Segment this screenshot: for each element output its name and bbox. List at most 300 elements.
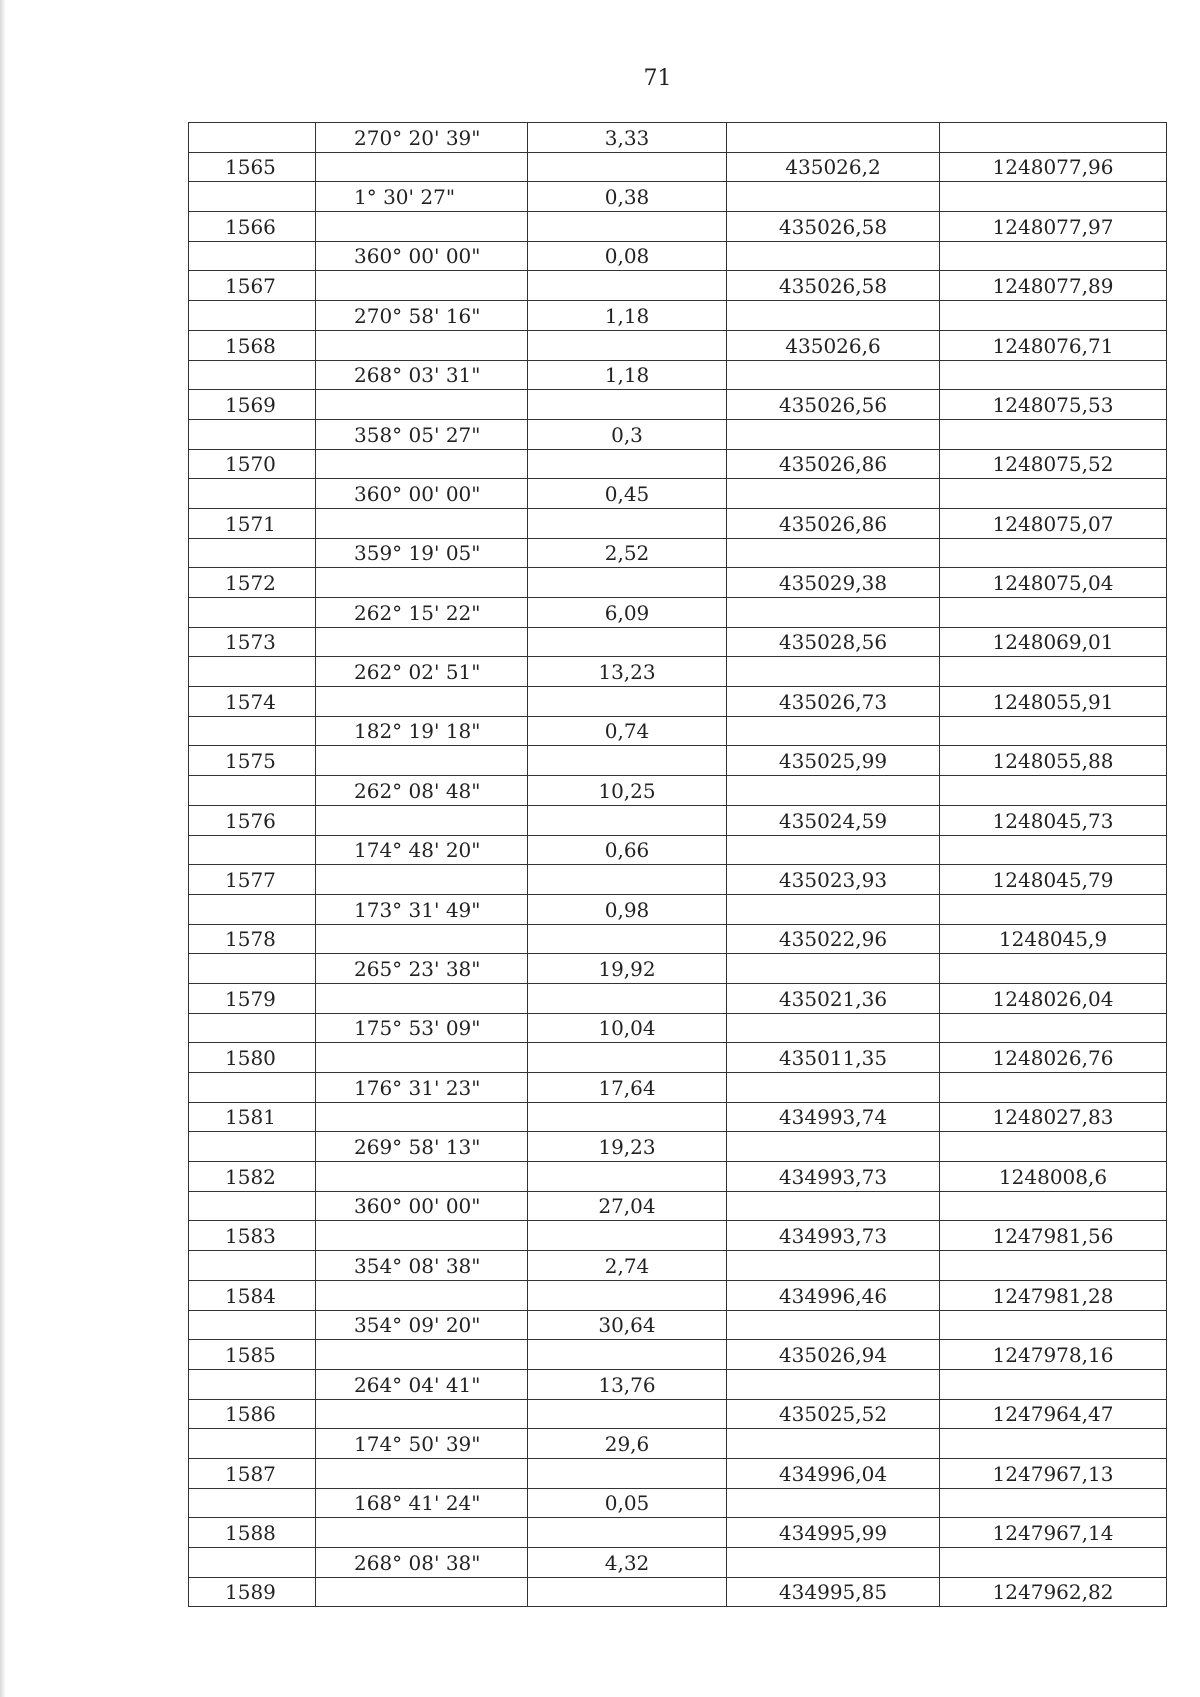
- table-row: [189, 241, 1167, 271]
- y-coordinate-cell: 1248026,04: [940, 983, 1167, 1013]
- direction-angle-cell: 176° 31' 23": [316, 1073, 528, 1103]
- direction-angle-cell: 354° 08' 38": [316, 1251, 528, 1281]
- y-coordinate-cell: [940, 1429, 1167, 1459]
- table-row: [189, 212, 1167, 242]
- distance-cell: 6,09: [528, 598, 727, 628]
- point-number-cell: 1582: [189, 1162, 316, 1192]
- point-number-cell: 1586: [189, 1399, 316, 1429]
- y-coordinate-cell: 1248027,83: [940, 1102, 1167, 1132]
- y-coordinate-cell: 1248075,53: [940, 390, 1167, 420]
- table-row: [189, 657, 1167, 687]
- distance-cell: 0,08: [528, 241, 727, 271]
- table-row: [189, 271, 1167, 301]
- y-coordinate-cell: 1248045,9: [940, 924, 1167, 954]
- table-row: [189, 1310, 1167, 1340]
- x-coordinate-cell: 435025,52: [727, 1399, 940, 1429]
- x-coordinate-cell: [727, 301, 940, 331]
- point-number-cell: [189, 1191, 316, 1221]
- x-coordinate-cell: [727, 598, 940, 628]
- x-coordinate-cell: [727, 716, 940, 746]
- distance-cell: 0,3: [528, 419, 727, 449]
- coordinates-table: [188, 122, 1167, 1607]
- x-coordinate-cell: [727, 182, 940, 212]
- direction-angle-cell: 270° 20' 39": [316, 123, 528, 153]
- direction-angle-cell: 1° 30' 27": [316, 182, 528, 212]
- distance-cell: [528, 983, 727, 1013]
- table-row: [189, 1548, 1167, 1578]
- point-number-cell: 1567: [189, 271, 316, 301]
- table-row: [189, 983, 1167, 1013]
- distance-cell: [528, 627, 727, 657]
- table-row: [189, 687, 1167, 717]
- x-coordinate-cell: 435026,86: [727, 449, 940, 479]
- direction-angle-cell: [316, 271, 528, 301]
- scan-edge-shadow: [0, 0, 6, 1697]
- direction-angle-cell: [316, 1458, 528, 1488]
- point-number-cell: [189, 1548, 316, 1578]
- x-coordinate-cell: 435029,38: [727, 568, 940, 598]
- direction-angle-cell: [316, 924, 528, 954]
- point-number-cell: [189, 1488, 316, 1518]
- y-coordinate-cell: [940, 776, 1167, 806]
- table-row: [189, 1577, 1167, 1607]
- x-coordinate-cell: [727, 419, 940, 449]
- point-number-cell: [189, 1251, 316, 1281]
- point-number-cell: [189, 598, 316, 628]
- table-row: [189, 1280, 1167, 1310]
- y-coordinate-cell: 1247962,82: [940, 1577, 1167, 1607]
- x-coordinate-cell: [727, 1488, 940, 1518]
- point-number-cell: [189, 1013, 316, 1043]
- direction-angle-cell: 360° 00' 00": [316, 479, 528, 509]
- distance-cell: 0,38: [528, 182, 727, 212]
- distance-cell: 10,25: [528, 776, 727, 806]
- table-row: [189, 1191, 1167, 1221]
- y-coordinate-cell: [940, 360, 1167, 390]
- direction-angle-cell: 360° 00' 00": [316, 1191, 528, 1221]
- page-number: 71: [643, 66, 672, 91]
- direction-angle-cell: 174° 50' 39": [316, 1429, 528, 1459]
- direction-angle-cell: 174° 48' 20": [316, 835, 528, 865]
- point-number-cell: [189, 716, 316, 746]
- table-row: [189, 1251, 1167, 1281]
- x-coordinate-cell: [727, 1369, 940, 1399]
- x-coordinate-cell: [727, 241, 940, 271]
- distance-cell: [528, 865, 727, 895]
- table-row: [189, 1102, 1167, 1132]
- point-number-cell: [189, 241, 316, 271]
- x-coordinate-cell: 435026,94: [727, 1340, 940, 1370]
- point-number-cell: [189, 1369, 316, 1399]
- table-row: [189, 1429, 1167, 1459]
- table-row: [189, 330, 1167, 360]
- y-coordinate-cell: 1247967,13: [940, 1458, 1167, 1488]
- table-row: [189, 479, 1167, 509]
- x-coordinate-cell: 434993,73: [727, 1162, 940, 1192]
- table-row: [189, 1369, 1167, 1399]
- distance-cell: [528, 1577, 727, 1607]
- x-coordinate-cell: [727, 123, 940, 153]
- point-number-cell: [189, 835, 316, 865]
- y-coordinate-cell: 1248075,52: [940, 449, 1167, 479]
- table-row: [189, 1132, 1167, 1162]
- table-row: [189, 598, 1167, 628]
- x-coordinate-cell: 435025,99: [727, 746, 940, 776]
- x-coordinate-cell: 435026,73: [727, 687, 940, 717]
- y-coordinate-cell: [940, 123, 1167, 153]
- distance-cell: [528, 1102, 727, 1132]
- y-coordinate-cell: [940, 538, 1167, 568]
- direction-angle-cell: [316, 1399, 528, 1429]
- coordinates-table-body: [189, 123, 1167, 1607]
- y-coordinate-cell: 1248026,76: [940, 1043, 1167, 1073]
- table-row: [189, 301, 1167, 331]
- x-coordinate-cell: 434993,74: [727, 1102, 940, 1132]
- x-coordinate-cell: 434993,73: [727, 1221, 940, 1251]
- table-row: [189, 1073, 1167, 1103]
- distance-cell: 30,64: [528, 1310, 727, 1340]
- distance-cell: 0,98: [528, 894, 727, 924]
- direction-angle-cell: [316, 1518, 528, 1548]
- point-number-cell: 1575: [189, 746, 316, 776]
- x-coordinate-cell: [727, 954, 940, 984]
- table-row: [189, 835, 1167, 865]
- direction-angle-cell: 354° 09' 20": [316, 1310, 528, 1340]
- direction-angle-cell: 359° 19' 05": [316, 538, 528, 568]
- table-row: [189, 508, 1167, 538]
- y-coordinate-cell: 1248077,97: [940, 212, 1167, 242]
- point-number-cell: [189, 479, 316, 509]
- distance-cell: 2,52: [528, 538, 727, 568]
- point-number-cell: [189, 1310, 316, 1340]
- x-coordinate-cell: 435026,6: [727, 330, 940, 360]
- distance-cell: 13,76: [528, 1369, 727, 1399]
- distance-cell: [528, 1221, 727, 1251]
- y-coordinate-cell: [940, 716, 1167, 746]
- point-number-cell: 1576: [189, 805, 316, 835]
- distance-cell: [528, 746, 727, 776]
- x-coordinate-cell: 434996,46: [727, 1280, 940, 1310]
- point-number-cell: [189, 301, 316, 331]
- point-number-cell: 1580: [189, 1043, 316, 1073]
- x-coordinate-cell: 435011,35: [727, 1043, 940, 1073]
- table-row: [189, 865, 1167, 895]
- point-number-cell: [189, 182, 316, 212]
- point-number-cell: [189, 1132, 316, 1162]
- x-coordinate-cell: 434995,99: [727, 1518, 940, 1548]
- y-coordinate-cell: [940, 1488, 1167, 1518]
- distance-cell: [528, 1399, 727, 1429]
- y-coordinate-cell: 1248069,01: [940, 627, 1167, 657]
- y-coordinate-cell: [940, 894, 1167, 924]
- distance-cell: [528, 687, 727, 717]
- y-coordinate-cell: 1248075,07: [940, 508, 1167, 538]
- direction-angle-cell: 360° 00' 00": [316, 241, 528, 271]
- direction-angle-cell: 262° 02' 51": [316, 657, 528, 687]
- point-number-cell: 1565: [189, 152, 316, 182]
- y-coordinate-cell: 1248045,79: [940, 865, 1167, 895]
- table-row: [189, 746, 1167, 776]
- x-coordinate-cell: 435028,56: [727, 627, 940, 657]
- point-number-cell: 1572: [189, 568, 316, 598]
- distance-cell: 19,92: [528, 954, 727, 984]
- table-row: [189, 776, 1167, 806]
- point-number-cell: 1577: [189, 865, 316, 895]
- table-row: [189, 1221, 1167, 1251]
- y-coordinate-cell: 1247981,28: [940, 1280, 1167, 1310]
- point-number-cell: [189, 123, 316, 153]
- point-number-cell: 1584: [189, 1280, 316, 1310]
- point-number-cell: [189, 1073, 316, 1103]
- x-coordinate-cell: [727, 1429, 940, 1459]
- point-number-cell: 1569: [189, 390, 316, 420]
- y-coordinate-cell: [940, 419, 1167, 449]
- direction-angle-cell: 268° 03' 31": [316, 360, 528, 390]
- table-row: [189, 182, 1167, 212]
- distance-cell: 0,45: [528, 479, 727, 509]
- distance-cell: [528, 1518, 727, 1548]
- distance-cell: [528, 449, 727, 479]
- table-row: [189, 152, 1167, 182]
- direction-angle-cell: [316, 627, 528, 657]
- point-number-cell: 1589: [189, 1577, 316, 1607]
- table-row: [189, 390, 1167, 420]
- distance-cell: 13,23: [528, 657, 727, 687]
- x-coordinate-cell: [727, 538, 940, 568]
- point-number-cell: [189, 1429, 316, 1459]
- distance-cell: 2,74: [528, 1251, 727, 1281]
- direction-angle-cell: 173° 31' 49": [316, 894, 528, 924]
- distance-cell: 17,64: [528, 1073, 727, 1103]
- direction-angle-cell: 270° 58' 16": [316, 301, 528, 331]
- point-number-cell: [189, 657, 316, 687]
- table-row: [189, 1488, 1167, 1518]
- x-coordinate-cell: 435026,56: [727, 390, 940, 420]
- y-coordinate-cell: [940, 1548, 1167, 1578]
- x-coordinate-cell: 435022,96: [727, 924, 940, 954]
- distance-cell: [528, 1458, 727, 1488]
- y-coordinate-cell: 1248077,89: [940, 271, 1167, 301]
- point-number-cell: 1566: [189, 212, 316, 242]
- x-coordinate-cell: [727, 1013, 940, 1043]
- point-number-cell: [189, 776, 316, 806]
- x-coordinate-cell: [727, 360, 940, 390]
- distance-cell: [528, 390, 727, 420]
- x-coordinate-cell: 434996,04: [727, 1458, 940, 1488]
- table-row: [189, 954, 1167, 984]
- x-coordinate-cell: 435026,86: [727, 508, 940, 538]
- y-coordinate-cell: [940, 657, 1167, 687]
- distance-cell: [528, 212, 727, 242]
- table-row: [189, 1340, 1167, 1370]
- table-row: [189, 360, 1167, 390]
- direction-angle-cell: [316, 390, 528, 420]
- x-coordinate-cell: 435026,2: [727, 152, 940, 182]
- y-coordinate-cell: [940, 241, 1167, 271]
- distance-cell: 1,18: [528, 301, 727, 331]
- direction-angle-cell: [316, 1162, 528, 1192]
- point-number-cell: 1587: [189, 1458, 316, 1488]
- x-coordinate-cell: 434995,85: [727, 1577, 940, 1607]
- x-coordinate-cell: 435024,59: [727, 805, 940, 835]
- distance-cell: 3,33: [528, 123, 727, 153]
- y-coordinate-cell: [940, 598, 1167, 628]
- y-coordinate-cell: [940, 301, 1167, 331]
- distance-cell: 27,04: [528, 1191, 727, 1221]
- y-coordinate-cell: [940, 1013, 1167, 1043]
- direction-angle-cell: 168° 41' 24": [316, 1488, 528, 1518]
- distance-cell: [528, 924, 727, 954]
- direction-angle-cell: 268° 08' 38": [316, 1548, 528, 1578]
- point-number-cell: [189, 894, 316, 924]
- direction-angle-cell: [316, 330, 528, 360]
- distance-cell: [528, 1043, 727, 1073]
- table-row: [189, 449, 1167, 479]
- y-coordinate-cell: [940, 1310, 1167, 1340]
- point-number-cell: 1574: [189, 687, 316, 717]
- x-coordinate-cell: [727, 657, 940, 687]
- x-coordinate-cell: [727, 835, 940, 865]
- point-number-cell: 1579: [189, 983, 316, 1013]
- point-number-cell: 1578: [189, 924, 316, 954]
- distance-cell: [528, 508, 727, 538]
- y-coordinate-cell: [940, 954, 1167, 984]
- y-coordinate-cell: [940, 182, 1167, 212]
- distance-cell: [528, 152, 727, 182]
- x-coordinate-cell: [727, 894, 940, 924]
- direction-angle-cell: [316, 865, 528, 895]
- x-coordinate-cell: 435023,93: [727, 865, 940, 895]
- y-coordinate-cell: [940, 1132, 1167, 1162]
- distance-cell: [528, 1280, 727, 1310]
- table-row: [189, 716, 1167, 746]
- point-number-cell: 1583: [189, 1221, 316, 1251]
- distance-cell: [528, 330, 727, 360]
- table-row: [189, 924, 1167, 954]
- direction-angle-cell: [316, 746, 528, 776]
- direction-angle-cell: [316, 1221, 528, 1251]
- direction-angle-cell: [316, 1102, 528, 1132]
- direction-angle-cell: 265° 23' 38": [316, 954, 528, 984]
- direction-angle-cell: 269° 58' 13": [316, 1132, 528, 1162]
- y-coordinate-cell: 1247981,56: [940, 1221, 1167, 1251]
- table-row: [189, 1162, 1167, 1192]
- x-coordinate-cell: [727, 776, 940, 806]
- direction-angle-cell: [316, 568, 528, 598]
- distance-cell: 29,6: [528, 1429, 727, 1459]
- direction-angle-cell: 264° 04' 41": [316, 1369, 528, 1399]
- y-coordinate-cell: 1248055,88: [940, 746, 1167, 776]
- table-row: [189, 419, 1167, 449]
- point-number-cell: 1571: [189, 508, 316, 538]
- table-row: [189, 1518, 1167, 1548]
- distance-cell: [528, 805, 727, 835]
- direction-angle-cell: [316, 1280, 528, 1310]
- x-coordinate-cell: 435026,58: [727, 271, 940, 301]
- direction-angle-cell: [316, 1340, 528, 1370]
- direction-angle-cell: 175° 53' 09": [316, 1013, 528, 1043]
- direction-angle-cell: 182° 19' 18": [316, 716, 528, 746]
- distance-cell: [528, 271, 727, 301]
- table-row: [189, 1043, 1167, 1073]
- point-number-cell: 1570: [189, 449, 316, 479]
- point-number-cell: 1573: [189, 627, 316, 657]
- point-number-cell: 1581: [189, 1102, 316, 1132]
- y-coordinate-cell: [940, 835, 1167, 865]
- point-number-cell: [189, 360, 316, 390]
- table-row: [189, 894, 1167, 924]
- distance-cell: 0,05: [528, 1488, 727, 1518]
- point-number-cell: [189, 538, 316, 568]
- y-coordinate-cell: [940, 1073, 1167, 1103]
- direction-angle-cell: [316, 508, 528, 538]
- distance-cell: 19,23: [528, 1132, 727, 1162]
- y-coordinate-cell: 1248055,91: [940, 687, 1167, 717]
- y-coordinate-cell: 1248077,96: [940, 152, 1167, 182]
- table-row: [189, 1399, 1167, 1429]
- direction-angle-cell: [316, 983, 528, 1013]
- point-number-cell: [189, 419, 316, 449]
- distance-cell: 10,04: [528, 1013, 727, 1043]
- distance-cell: [528, 1162, 727, 1192]
- direction-angle-cell: [316, 212, 528, 242]
- x-coordinate-cell: [727, 479, 940, 509]
- y-coordinate-cell: 1247978,16: [940, 1340, 1167, 1370]
- x-coordinate-cell: [727, 1310, 940, 1340]
- y-coordinate-cell: [940, 1369, 1167, 1399]
- x-coordinate-cell: [727, 1548, 940, 1578]
- distance-cell: 0,74: [528, 716, 727, 746]
- x-coordinate-cell: [727, 1251, 940, 1281]
- table-row: [189, 627, 1167, 657]
- direction-angle-cell: 262° 08' 48": [316, 776, 528, 806]
- distance-cell: 1,18: [528, 360, 727, 390]
- point-number-cell: 1585: [189, 1340, 316, 1370]
- y-coordinate-cell: 1248045,73: [940, 805, 1167, 835]
- table-row: [189, 123, 1167, 153]
- distance-cell: 4,32: [528, 1548, 727, 1578]
- direction-angle-cell: [316, 1043, 528, 1073]
- direction-angle-cell: [316, 687, 528, 717]
- point-number-cell: 1588: [189, 1518, 316, 1548]
- direction-angle-cell: [316, 152, 528, 182]
- direction-angle-cell: [316, 449, 528, 479]
- distance-cell: [528, 568, 727, 598]
- y-coordinate-cell: 1248076,71: [940, 330, 1167, 360]
- point-number-cell: [189, 954, 316, 984]
- table-row: [189, 568, 1167, 598]
- y-coordinate-cell: 1248008,6: [940, 1162, 1167, 1192]
- x-coordinate-cell: [727, 1073, 940, 1103]
- table-row: [189, 1458, 1167, 1488]
- distance-cell: [528, 1340, 727, 1370]
- y-coordinate-cell: 1247964,47: [940, 1399, 1167, 1429]
- y-coordinate-cell: 1247967,14: [940, 1518, 1167, 1548]
- x-coordinate-cell: [727, 1191, 940, 1221]
- direction-angle-cell: [316, 805, 528, 835]
- x-coordinate-cell: 435021,36: [727, 983, 940, 1013]
- y-coordinate-cell: [940, 1251, 1167, 1281]
- x-coordinate-cell: [727, 1132, 940, 1162]
- table-row: [189, 1013, 1167, 1043]
- table-row: [189, 538, 1167, 568]
- y-coordinate-cell: 1248075,04: [940, 568, 1167, 598]
- point-number-cell: 1568: [189, 330, 316, 360]
- table-row: [189, 805, 1167, 835]
- distance-cell: 0,66: [528, 835, 727, 865]
- y-coordinate-cell: [940, 1191, 1167, 1221]
- direction-angle-cell: 262° 15' 22": [316, 598, 528, 628]
